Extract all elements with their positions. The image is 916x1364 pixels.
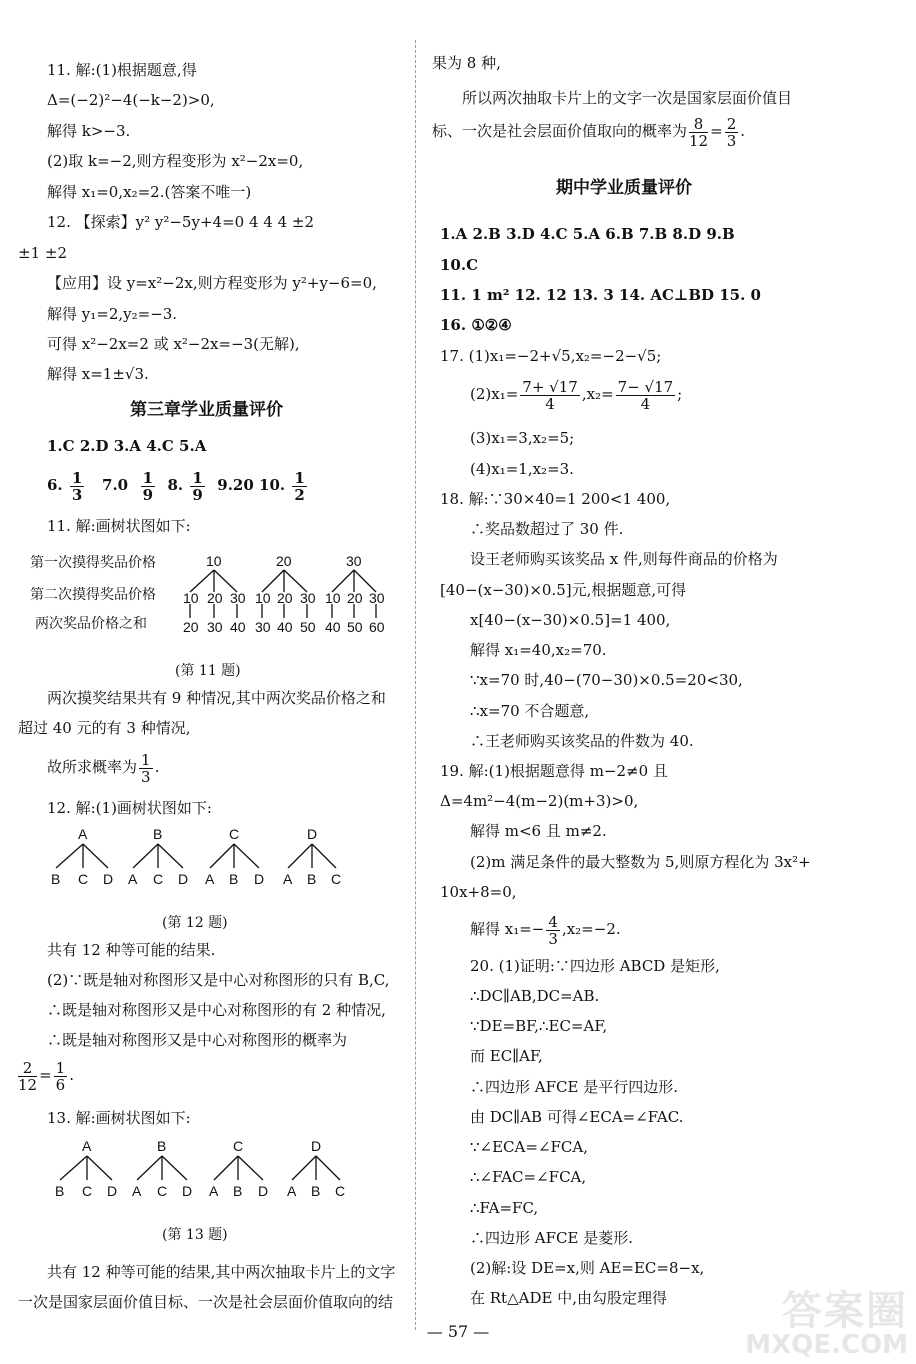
q12-line-5: 可得 x²−2x=2 或 x²−2x=−3(无解), <box>47 335 300 353</box>
tree11-sum: 30 <box>255 619 271 635</box>
q11-line-3: 解得 k>−3. <box>47 122 131 140</box>
tree12-leaf: A <box>205 871 215 887</box>
q12-frac-1 <box>18 1060 37 1093</box>
mid-line: (3)x₁=3,x₂=5; <box>470 429 575 447</box>
q12-num-1: 2 <box>18 1060 37 1077</box>
ans-7-label: 7.0 <box>102 476 129 494</box>
q17-2-frac-2 <box>616 379 676 412</box>
mid-answers-1-9: 1.A 2.B 3.D 4.C 5.A 6.B 7.B 8.D 9.B <box>440 225 735 243</box>
mid-q19-solution <box>470 912 621 947</box>
mid-line: 在 Rt△ADE 中,由勾股定理得 <box>470 1289 667 1307</box>
right-top-num-1: 8 <box>689 116 708 133</box>
q17-2-mid: ,x₂= <box>581 385 614 403</box>
tree12-leaf: B <box>307 871 317 887</box>
ans-7-den: 9 <box>142 485 154 504</box>
q11-line-5: 解得 x₁=0,x₂=2.(答案不唯一) <box>47 183 252 201</box>
mid-line: 由 DC∥AB 可得∠ECA=∠FAC. <box>470 1108 684 1126</box>
q11-prob-den: 3 <box>141 767 151 786</box>
tree11-sum: 60 <box>369 619 385 635</box>
right-top-line-2: 所以两次抽取卡片上的文字一次是国家层面价值目 <box>462 89 793 107</box>
watermark-line-1: 答案圈 <box>782 1288 908 1334</box>
tree13-leaf: B <box>55 1183 65 1199</box>
mid-line: 10x+8=0, <box>440 883 517 901</box>
ans-8-den: 9 <box>192 485 203 504</box>
q19-pre: 解得 x₁=− <box>470 920 545 938</box>
column-divider <box>415 40 416 1330</box>
mid-line: ∴FA=FC, <box>470 1199 539 1217</box>
q12-line-3: 【应用】设 y=x²−2x,则方程变形为 y²+y−6=0, <box>47 274 377 292</box>
tree11-second: 10 <box>183 590 199 606</box>
mid-line: ∵∠ECA=∠FCA, <box>470 1138 588 1156</box>
tree13-leaf: C <box>82 1183 93 1199</box>
ans-7-fraction <box>141 470 155 503</box>
tree13-leaf: B <box>311 1183 321 1199</box>
q12-text-4: ∴既是轴对称图形又是中心对称图形的概率为 <box>47 1031 348 1049</box>
caption-11: (第 11 题) <box>175 663 241 679</box>
mid-line: ∴奖品数超过了 30 件. <box>470 520 624 538</box>
mid-line: 设王老师购买该奖品 x 件,则每件商品的价格为 <box>470 550 778 568</box>
tree11-second: 20 <box>207 590 223 606</box>
page-number: — 57 — <box>426 1322 490 1341</box>
tree12-top: C <box>229 826 240 842</box>
caption-13: (第 13 题) <box>162 1227 228 1243</box>
section-title-midterm: 期中学业质量评价 <box>556 178 692 198</box>
answers-1-5: 1.C 2.D 3.A 4.C 5.A <box>47 437 207 455</box>
q12-line-4: 解得 y₁=2,y₂=−3. <box>47 305 178 323</box>
tree13-leaf: A <box>132 1183 142 1199</box>
tree13-top: B <box>157 1138 167 1154</box>
tree-diagram-11 <box>20 548 400 648</box>
tree-diagram-13 <box>44 1136 374 1202</box>
q12-num-2: 1 <box>55 1058 66 1077</box>
tree11-sum: 40 <box>277 619 293 635</box>
ans-9-10-label: 9.20 10. <box>217 476 286 494</box>
right-top-frac-1 <box>689 116 708 149</box>
mid-line: (4)x₁=1,x₂=3. <box>470 460 574 478</box>
tree12-leaf: C <box>331 871 342 887</box>
tree12-leaf: A <box>128 871 138 887</box>
mid-answer-16: 16. ①②④ <box>440 316 512 334</box>
tree11-sum: 30 <box>207 619 223 635</box>
q13-intro: 13. 解:画树状图如下: <box>47 1109 191 1127</box>
q11-line-1: 11. 解:(1)根据题意,得 <box>47 61 197 79</box>
tree11-row1-label: 第一次摸得奖品价格 <box>30 554 156 570</box>
tree12-top: A <box>78 826 88 842</box>
q17-2-num-1: 7+ √17 <box>522 377 578 396</box>
mid-q17-1: 17. (1)x₁=−2+√5,x₂=−2−√5; <box>440 347 662 365</box>
tree12-leaf: C <box>78 871 89 887</box>
ans-8-fraction <box>190 470 204 503</box>
watermark-line-2: MXQE.COM <box>745 1330 908 1360</box>
tree13-top: A <box>82 1138 92 1154</box>
q12-result: $\frac{2}{12}$ = $\frac{1}{6}$ . <box>18 1058 74 1094</box>
mid-line: ∵x=70 时,40−(70−30)×0.5=20<30, <box>470 671 743 689</box>
q12-text-3: ∴既是轴对称图形又是中心对称图形的有 2 种情况, <box>47 1001 386 1019</box>
tree11-second: 10 <box>325 590 341 606</box>
tree11-sum: 50 <box>300 619 316 635</box>
right-top-frac-2 <box>725 116 739 149</box>
q11-text-2: 超过 40 元的有 3 种情况, <box>18 719 191 737</box>
q19-frac <box>546 914 560 947</box>
mid-line: x[40−(x−30)×0.5]=1 400, <box>470 611 671 629</box>
q11-line-2: Δ=(−2)²−4(−k−2)>0, <box>47 91 215 109</box>
tree12-leaf: C <box>153 871 164 887</box>
tree11-second: 10 <box>255 590 271 606</box>
tree11-second: 30 <box>369 590 385 606</box>
tree13-leaf: C <box>157 1183 168 1199</box>
mid-answer-10: 10.C <box>440 256 479 274</box>
tree11-second: 20 <box>347 590 363 606</box>
ans-10-den: 2 <box>294 485 305 504</box>
q12-den-2: 6 <box>55 1075 66 1094</box>
mid-line: (2)解:设 DE=x,则 AE=EC=8−x, <box>470 1259 705 1277</box>
tree12-branches <box>56 844 336 868</box>
q19-num: 4 <box>548 912 558 931</box>
q17-2-frac-1 <box>520 379 580 412</box>
ans-8-label: 8. <box>167 476 184 494</box>
tree13-leaf: C <box>335 1183 346 1199</box>
mid-line: 20. (1)证明:∵四边形 ABCD 是矩形, <box>470 957 720 975</box>
ans-10-fraction <box>292 470 306 503</box>
watermark <box>745 1290 908 1358</box>
tree11-top-20: 20 <box>276 553 292 569</box>
q12-frac-2 <box>54 1060 68 1093</box>
tree13-leaf: B <box>233 1183 243 1199</box>
tree13-leaf: D <box>182 1183 193 1199</box>
right-top-line-3: 标、一次是社会层面价值取向的概率为 $\frac{8}{12}$ = $\frac{2}{3}$ . <box>432 114 746 150</box>
tree13-leaf: A <box>287 1183 297 1199</box>
mid-line: ∵DE=BF,∴EC=AF, <box>470 1017 608 1035</box>
mid-line: [40−(x−30)×0.5]元,根据题意,可得 <box>440 581 687 599</box>
tree13-top: D <box>311 1138 322 1154</box>
tree11-sum: 40 <box>325 619 341 635</box>
section-title-chapter3: 第三章学业质量评价 <box>130 400 283 420</box>
tree12-top: B <box>153 826 163 842</box>
ans-10-num: 1 <box>294 468 305 487</box>
mid-line: ∴DC∥AB,DC=AB. <box>470 987 600 1005</box>
tree13-leaf: D <box>258 1183 269 1199</box>
q19-post: ,x₂=−2. <box>561 920 621 938</box>
mid-line: ∴x=70 不合题意, <box>470 702 590 720</box>
tree13-leaf: D <box>107 1183 118 1199</box>
mid-line: (2)m 满足条件的最大整数为 5,则原方程化为 3x²+ <box>470 853 811 871</box>
q11-text-1: 两次摸奖结果共有 9 种情况,其中两次奖品价格之和 <box>47 689 386 707</box>
tree12-leaf: D <box>178 871 189 887</box>
mid-line: ∴四边形 AFCE 是平行四边形. <box>470 1078 678 1096</box>
tree12-leaf: D <box>103 871 114 887</box>
q12-text-2: (2)∵既是轴对称图形又是中心对称图形的只有 B,C, <box>47 971 390 989</box>
answers-6-10 <box>47 468 309 503</box>
mid-line: ∴四边形 AFCE 是菱形. <box>470 1229 633 1247</box>
q12-den-1: 12 <box>18 1075 38 1094</box>
mid-answers-11-15: 11. 1 m² 12. 12 13. 3 14. AC⊥BD 15. 0 <box>440 286 761 304</box>
q17-2-den-1: 4 <box>545 394 555 413</box>
q17-2-pre: (2)x₁= <box>470 385 519 403</box>
tree11-second: 30 <box>300 590 316 606</box>
mid-line: ∴∠FAC=∠FCA, <box>470 1168 587 1186</box>
tree12-leaf: D <box>254 871 265 887</box>
q12-intro: 12. 解:(1)画树状图如下: <box>47 799 212 817</box>
q13-text-1: 共有 12 种等可能的结果,其中两次抽取卡片上的文字 <box>47 1263 396 1281</box>
tree11-sum: 50 <box>347 619 363 635</box>
tree12-leaf: A <box>283 871 293 887</box>
q17-2-post: ; <box>677 385 683 403</box>
caption-12: (第 12 题) <box>162 915 228 931</box>
tree-diagram-12 <box>40 824 370 890</box>
tree11-second: 30 <box>230 590 246 606</box>
right-top-den-2: 3 <box>726 131 737 150</box>
tree11-row3-label: 两次奖品价格之和 <box>35 615 147 631</box>
tree11-row2-label: 第二次摸得奖品价格 <box>30 586 156 602</box>
q11-prob-fraction <box>139 752 153 785</box>
q17-2-num-2: 7− √17 <box>617 377 674 396</box>
tree11-top-10: 10 <box>206 553 222 569</box>
q19-den: 3 <box>548 929 558 948</box>
q12-text-1: 共有 12 种等可能的结果. <box>47 941 216 959</box>
mid-line: Δ=4m²−4(m−2)(m+3)>0, <box>440 792 639 810</box>
q11-line-4: (2)取 k=−2,则方程变形为 x²−2x=0, <box>47 152 304 170</box>
q12-line-2: ±1 ±2 <box>18 244 67 262</box>
tree11-top-30: 30 <box>346 553 362 569</box>
mid-line: 解得 x₁=40,x₂=70. <box>470 641 607 659</box>
right-top-line-1: 果为 8 种, <box>432 54 501 72</box>
q12-line-6: 解得 x=1±√3. <box>47 365 149 383</box>
tree11-second: 20 <box>277 590 293 606</box>
ans-6-den: 3 <box>71 485 83 504</box>
q12-line-1: 12. 【探索】y² y²−5y+4=0 4 4 4 ±2 <box>47 213 314 231</box>
q13-text-2: 一次是国家层面价值目标、一次是社会层面价值取向的结 <box>18 1293 394 1311</box>
q11-intro: 11. 解:画树状图如下: <box>47 517 191 535</box>
ans-8-num: 1 <box>192 468 203 487</box>
right-top-den-1: 12 <box>689 131 709 150</box>
tree12-top: D <box>307 826 318 842</box>
tree13-leaf: A <box>209 1183 219 1199</box>
q11-text-3: 故所求概率为 $\frac{1}{3}$ . <box>47 750 160 786</box>
mid-line: 而 EC∥AF, <box>470 1047 543 1065</box>
ans-6-num: 1 <box>71 468 83 487</box>
q17-2-den-2: 4 <box>640 394 651 413</box>
ans-6-label: 6. <box>47 476 63 494</box>
tree12-leaf: B <box>51 871 61 887</box>
mid-line: 19. 解:(1)根据题意得 m−2≠0 且 <box>440 762 668 780</box>
tree11-sum: 40 <box>230 619 246 635</box>
tree12-leaf: B <box>229 871 239 887</box>
tree11-sum: 20 <box>183 619 199 635</box>
tree13-top: C <box>233 1138 244 1154</box>
q11-prob-num: 1 <box>141 750 151 769</box>
mid-line: 18. 解:∵30×40=1 200<1 400, <box>440 490 671 508</box>
ans-6-fraction <box>70 470 84 503</box>
mid-line: 解得 m<6 且 m≠2. <box>470 822 607 840</box>
tree13-branches <box>60 1156 340 1180</box>
q11-prob-text: 故所求概率为 <box>47 758 138 776</box>
right-top-num-2: 2 <box>726 114 737 133</box>
mid-q17-2 <box>470 376 682 412</box>
ans-7-num: 1 <box>142 468 154 487</box>
mid-line: ∴王老师购买该奖品的件数为 40. <box>470 732 694 750</box>
right-top-text: 标、一次是社会层面价值取向的概率为 <box>432 122 688 140</box>
